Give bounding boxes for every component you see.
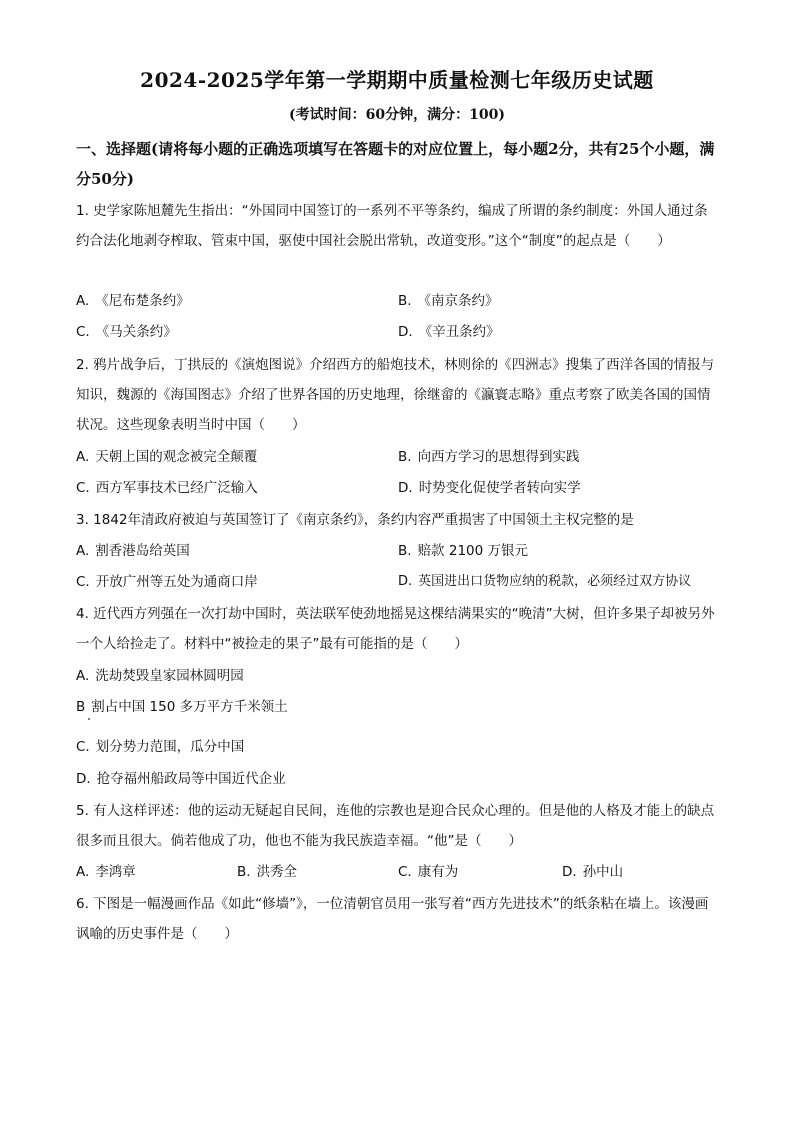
question-4-stem: 4. 近代西方列强在一次打劫中国时，英法联军使劲地摇晃这棵结满果实的“晚清”大树，但许多果子却被另外一个人给捡走了。材料中“被捡走的果子”最有可能指的是（ ） bbox=[76, 606, 715, 652]
option-key: A. bbox=[76, 864, 90, 880]
section-heading: 一、选择题(请将每小题的正确选项填写在答题卡的对应位置上，每小题2分，共有25个小题，满分50分) bbox=[76, 140, 715, 188]
question-1-option-d[interactable] bbox=[398, 317, 500, 347]
option-text: 割占中国 150 多万平方千米领土 bbox=[91, 699, 288, 715]
question-3-option-a[interactable] bbox=[76, 536, 190, 566]
option-key: B. bbox=[398, 449, 412, 465]
question-5-option-d[interactable] bbox=[562, 857, 623, 887]
option-key: C. bbox=[76, 324, 90, 340]
option-text: 向西方学习的思想得到实践 bbox=[417, 449, 580, 465]
question-3-option-c[interactable] bbox=[76, 567, 258, 597]
option-key: D. bbox=[398, 324, 413, 340]
question-3-option-b[interactable] bbox=[398, 536, 528, 566]
option-text: 洪秀全 bbox=[256, 864, 298, 880]
question-5-option-a[interactable] bbox=[76, 857, 136, 887]
option-text: 赔款 2100 万银元 bbox=[417, 543, 529, 559]
option-text: 开放广州等五处为通商口岸 bbox=[95, 574, 258, 590]
question-2-option-c[interactable] bbox=[76, 473, 258, 503]
option-key: C. bbox=[76, 739, 90, 755]
option-key: D. bbox=[562, 864, 577, 880]
option-text: 《辛丑条约》 bbox=[418, 324, 500, 340]
question-5-stem: 5. 有人这样评述：他的运动无疑起自民间，连他的宗教也是迎合民众心理的。但是他的人格及才能上的缺点很多而且很大。倘若他成了功，他也不能为我民族造幸福。“他”是（ ） bbox=[76, 803, 715, 849]
question-4-option-d[interactable] bbox=[76, 764, 286, 794]
option-key: A. bbox=[76, 543, 90, 559]
question-1-stem: 1. 史学家陈旭麓先生指出：“外国同中国签订的一系列不平等条约，编成了所谓的条约制度：外国人通过条约合法化地剥夺榨取、管束中国，驱使中国社会脱出常轨，改道变形。”这个“制度”的起点是（ ） bbox=[76, 203, 708, 249]
question-5-option-b[interactable] bbox=[237, 857, 297, 887]
option-text: 划分势力范围，瓜分中国 bbox=[95, 739, 245, 755]
question-1-option-b[interactable] bbox=[398, 286, 499, 316]
option-key: B. bbox=[237, 864, 251, 880]
option-key: D. bbox=[398, 574, 413, 589]
option-text: 李鸿章 bbox=[95, 864, 136, 880]
option-text: 洗劫焚毁皇家园林圆明园 bbox=[95, 668, 244, 684]
question-2-option-d[interactable] bbox=[398, 473, 581, 503]
option-key: D. bbox=[76, 771, 91, 787]
option-key: A. bbox=[76, 668, 90, 684]
option-key: C. bbox=[76, 480, 90, 496]
option-key: C. bbox=[398, 864, 412, 880]
option-text: 康有为 bbox=[417, 864, 459, 880]
option-text: 《马关条约》 bbox=[95, 324, 177, 340]
question-1-option-a[interactable] bbox=[76, 286, 190, 316]
question-1-option-c[interactable] bbox=[76, 317, 177, 347]
option-text: 抢夺福州船政局等中国近代企业 bbox=[96, 771, 286, 787]
option-key: B. bbox=[398, 293, 412, 309]
question-2-option-a[interactable] bbox=[76, 442, 257, 472]
page-title: 2024-2025学年第一学期期中质量检测七年级历史试题 bbox=[140, 68, 654, 92]
question-2-stem: 2. 鸦片战争后，丁拱辰的《演炮图说》介绍西方的船炮技术，林则徐的《四洲志》搜集了西洋各国的情报与知识，魏源的《海国图志》介绍了世界各国的历史地理，徐继畲的《瀛寰志略》重点考察了欧美各国的国情状况。这些现象表明当时中国（ ） bbox=[76, 357, 715, 433]
question-4-option-a[interactable] bbox=[76, 661, 244, 691]
option-text: 天朝上国的观念被完全颠覆 bbox=[95, 449, 258, 465]
question-4-option-c[interactable] bbox=[76, 732, 244, 762]
option-text: 英国进出口货物应纳的税款，必须经过双方协议 bbox=[418, 574, 692, 589]
option-text: 割香港岛给英国 bbox=[95, 543, 190, 559]
question-5-option-c[interactable] bbox=[398, 857, 458, 887]
option-key: C. bbox=[76, 574, 90, 590]
question-4-option-b[interactable] bbox=[76, 692, 288, 722]
option-text: 《尼布楚条约》 bbox=[95, 293, 190, 309]
stray-dot bbox=[88, 718, 90, 720]
question-3-option-d[interactable] bbox=[398, 567, 691, 597]
option-text: 西方军事技术已经广泛输入 bbox=[95, 480, 258, 496]
option-text: 孙中山 bbox=[582, 864, 624, 880]
option-text: 《南京条约》 bbox=[417, 293, 499, 309]
option-key: A. bbox=[76, 449, 90, 465]
option-key: B. bbox=[398, 543, 412, 559]
question-2-option-b[interactable] bbox=[398, 442, 580, 472]
question-6-stem: 6. 下图是一幅漫画作品《如此“修墙”》，一位清朝官员用一张写着“西方先进技术”的纸条粘在墙上。该漫画讽喻的历史事件是（ ） bbox=[76, 896, 709, 942]
option-key: B bbox=[76, 699, 86, 715]
question-3-stem: 3. 1842年清政府被迫与英国签订了《南京条约》，条约内容严重损害了中国领土主权完整的是 bbox=[76, 512, 634, 528]
option-key: D. bbox=[398, 480, 413, 496]
option-key: A. bbox=[76, 293, 90, 309]
option-text: 时势变化促使学者转向实学 bbox=[418, 480, 581, 496]
exam-info: (考试时间：60分钟，满分：100) bbox=[289, 107, 505, 123]
